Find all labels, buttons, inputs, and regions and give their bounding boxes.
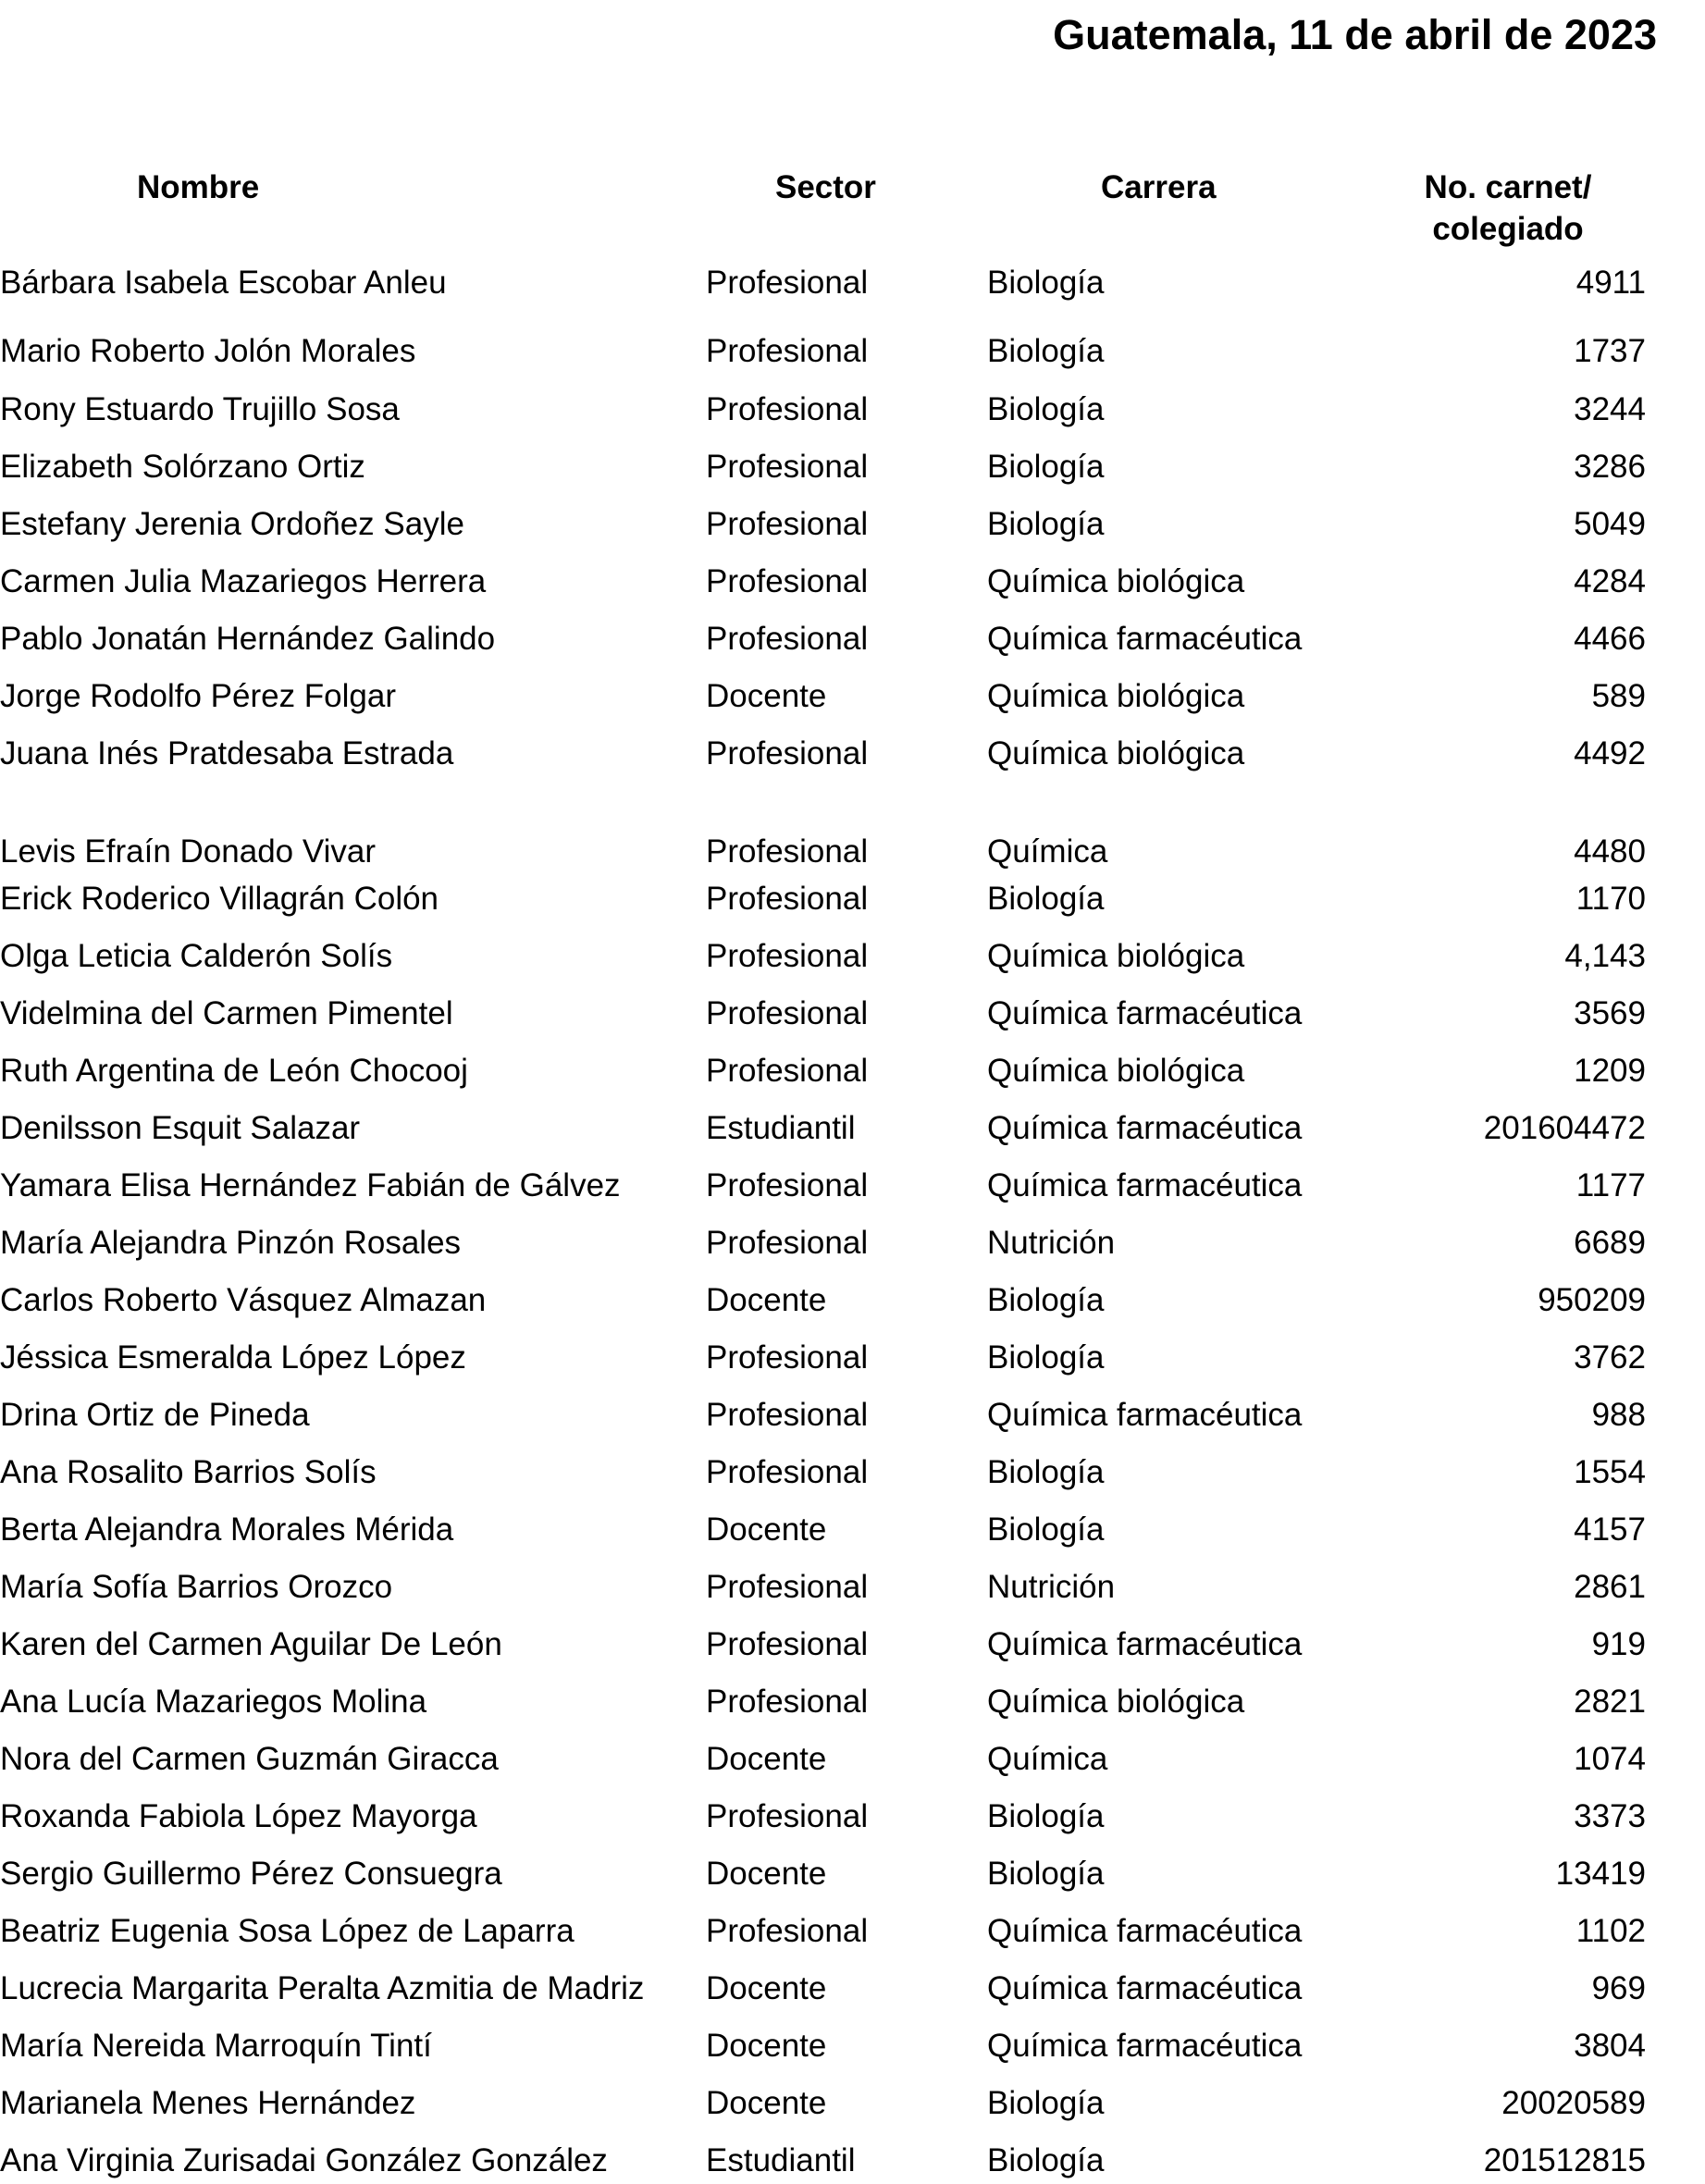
cell-carrera: Química farmacéutica (987, 1913, 1303, 1949)
cell-sector: Profesional (706, 265, 869, 301)
cell-carnet: 1209 (1574, 1053, 1646, 1089)
cell-sector: Profesional (706, 938, 869, 974)
cell-carnet: 3804 (1574, 2028, 1646, 2064)
cell-sector: Profesional (706, 881, 869, 917)
cell-sector: Profesional (706, 1053, 869, 1089)
cell-nombre: Ana Lucía Mazariegos Molina (0, 1684, 427, 1720)
table-row (0, 1392, 1705, 1438)
cell-carrera: Química farmacéutica (987, 2028, 1303, 2064)
cell-sector: Profesional (706, 1626, 869, 1662)
table-row (0, 328, 1705, 375)
cell-sector: Profesional (706, 1798, 869, 1834)
table-row (0, 1277, 1705, 1324)
cell-nombre: Lucrecia Margarita Peralta Azmitia de Madriz (0, 1970, 645, 2006)
cell-sector: Profesional (706, 1397, 869, 1433)
table-row (0, 2138, 1705, 2184)
cell-carrera: Química biológica (987, 1053, 1245, 1089)
cell-carrera: Biología (987, 391, 1105, 427)
cell-nombre: María Alejandra Pinzón Rosales (0, 1225, 462, 1261)
cell-sector: Profesional (706, 391, 869, 427)
cell-carnet: 950209 (1538, 1282, 1646, 1318)
cell-nombre: Pablo Jonatán Hernández Galindo (0, 621, 496, 657)
cell-carrera: Biología (987, 1454, 1105, 1490)
cell-carnet: 3373 (1574, 1798, 1646, 1834)
cell-carnet: 4466 (1574, 621, 1646, 657)
cell-carnet: 1102 (1575, 1913, 1646, 1949)
cell-carrera: Biología (987, 1512, 1105, 1548)
cell-carrera: Química biológica (987, 735, 1245, 771)
cell-carrera: Biología (987, 2142, 1105, 2178)
cell-sector: Profesional (706, 995, 869, 1031)
table-row (0, 387, 1705, 433)
cell-nombre: Mario Roberto Jolón Morales (0, 333, 416, 369)
cell-sector: Docente (706, 1512, 827, 1548)
cell-sector: Profesional (706, 1339, 869, 1376)
cell-carnet: 3244 (1574, 391, 1646, 427)
cell-nombre: Erick Roderico Villagrán Colón (0, 881, 439, 917)
cell-carnet: 919 (1591, 1626, 1646, 1662)
cell-carnet: 2821 (1574, 1684, 1646, 1720)
cell-nombre: Rony Estuardo Trujillo Sosa (0, 391, 400, 427)
cell-nombre: Berta Alejandra Morales Mérida (0, 1512, 454, 1548)
table-row (0, 260, 1705, 306)
cell-sector: Profesional (706, 506, 869, 542)
cell-carnet: 4480 (1574, 833, 1646, 870)
cell-carrera: Biología (987, 1798, 1105, 1834)
cell-nombre: Drina Ortiz de Pineda (0, 1397, 310, 1433)
cell-carnet: 6689 (1574, 1225, 1646, 1261)
cell-carnet: 3762 (1574, 1339, 1646, 1376)
cell-carrera: Biología (987, 333, 1105, 369)
document-date: Guatemala, 11 de abril de 2023 (1053, 11, 1657, 58)
cell-sector: Profesional (706, 1167, 869, 1203)
cell-sector: Docente (706, 1282, 827, 1318)
cell-carnet: 4157 (1574, 1512, 1646, 1548)
table-row (0, 1564, 1705, 1610)
cell-carrera: Nutrición (987, 1569, 1116, 1605)
cell-carrera: Química farmacéutica (987, 1970, 1303, 2006)
cell-nombre: Nora del Carmen Guzmán Giracca (0, 1741, 499, 1777)
cell-sector: Profesional (706, 621, 869, 657)
table-row (0, 2023, 1705, 2069)
cell-nombre: María Nereida Marroquín Tintí (0, 2028, 432, 2064)
table-row (0, 1736, 1705, 1783)
table-row (0, 1220, 1705, 1266)
cell-nombre: Jorge Rodolfo Pérez Folgar (0, 678, 396, 714)
cell-nombre: Karen del Carmen Aguilar De León (0, 1626, 502, 1662)
table-row (0, 559, 1705, 605)
cell-carrera: Biología (987, 506, 1105, 542)
cell-carrera: Biología (987, 2085, 1105, 2121)
table-row (0, 2080, 1705, 2127)
cell-carnet: 1170 (1575, 881, 1646, 917)
cell-nombre: Carlos Roberto Vásquez Almazan (0, 1282, 487, 1318)
cell-nombre: María Sofía Barrios Orozco (0, 1569, 393, 1605)
cell-nombre: Carmen Julia Mazariegos Herrera (0, 563, 487, 599)
table-row (0, 731, 1705, 777)
cell-sector: Estudiantil (706, 2142, 856, 2178)
table-row (0, 1679, 1705, 1725)
cell-carnet: 1177 (1575, 1167, 1646, 1203)
cell-nombre: Marianela Menes Hernández (0, 2085, 416, 2121)
cell-sector: Profesional (706, 1569, 869, 1605)
cell-carrera: Biología (987, 1339, 1105, 1376)
table-row (0, 876, 1705, 922)
cell-nombre: Juana Inés Pratdesaba Estrada (0, 735, 454, 771)
cell-carnet: 3569 (1574, 995, 1646, 1031)
cell-carnet: 201604472 (1483, 1110, 1646, 1146)
table-row (0, 991, 1705, 1037)
cell-sector: Profesional (706, 1225, 869, 1261)
cell-sector: Docente (706, 1741, 827, 1777)
column-header-carrera: Carrera (1101, 169, 1217, 205)
table-row (0, 829, 1705, 875)
cell-sector: Docente (706, 1970, 827, 2006)
cell-nombre: Elizabeth Solórzano Ortiz (0, 449, 365, 485)
cell-sector: Docente (706, 1856, 827, 1892)
table-row (0, 616, 1705, 662)
cell-nombre: Ruth Argentina de León Chocooj (0, 1053, 468, 1089)
cell-nombre: Jéssica Esmeralda López López (0, 1339, 466, 1376)
column-header-nombre: Nombre (137, 169, 260, 205)
cell-carrera: Química farmacéutica (987, 1110, 1303, 1146)
cell-sector: Profesional (706, 1913, 869, 1949)
cell-carrera: Química farmacéutica (987, 1167, 1303, 1203)
cell-sector: Docente (706, 678, 827, 714)
table-row (0, 1622, 1705, 1668)
cell-carnet: 4284 (1574, 563, 1646, 599)
cell-carnet: 988 (1591, 1397, 1646, 1433)
table-row (0, 1163, 1705, 1209)
cell-sector: Docente (706, 2028, 827, 2064)
cell-carnet: 13419 (1555, 1856, 1646, 1892)
cell-carnet: 20020589 (1501, 2085, 1646, 2121)
cell-carnet: 201512815 (1483, 2142, 1646, 2178)
cell-nombre: Roxanda Fabiola López Mayorga (0, 1798, 477, 1834)
table-row (0, 1335, 1705, 1381)
cell-carrera: Nutrición (987, 1225, 1116, 1261)
cell-sector: Profesional (706, 449, 869, 485)
table-row (0, 1507, 1705, 1553)
cell-sector: Profesional (706, 833, 869, 870)
table-row (0, 1794, 1705, 1840)
cell-nombre: Estefany Jerenia Ordoñez Sayle (0, 506, 464, 542)
cell-carrera: Química farmacéutica (987, 1397, 1303, 1433)
cell-sector: Profesional (706, 1454, 869, 1490)
cell-carnet: 1554 (1574, 1454, 1646, 1490)
cell-carrera: Química farmacéutica (987, 995, 1303, 1031)
cell-nombre: Yamara Elisa Hernández Fabián de Gálvez (0, 1167, 621, 1203)
cell-sector: Profesional (706, 333, 869, 369)
cell-nombre: Levis Efraín Donado Vivar (0, 833, 376, 870)
cell-carrera: Química farmacéutica (987, 1626, 1303, 1662)
cell-carnet: 4911 (1575, 265, 1646, 301)
cell-nombre: Videlmina del Carmen Pimentel (0, 995, 453, 1031)
table-row (0, 501, 1705, 548)
cell-sector: Profesional (706, 735, 869, 771)
cell-carnet: 3286 (1574, 449, 1646, 485)
cell-carnet: 1074 (1574, 1741, 1646, 1777)
cell-carrera: Biología (987, 265, 1105, 301)
cell-carrera: Biología (987, 1282, 1105, 1318)
cell-nombre: Ana Virginia Zurisadai González González (0, 2142, 608, 2178)
cell-nombre: Bárbara Isabela Escobar Anleu (0, 265, 447, 301)
table-row (0, 1908, 1705, 1955)
cell-nombre: Ana Rosalito Barrios Solís (0, 1454, 377, 1490)
cell-carnet: 4492 (1574, 735, 1646, 771)
cell-carrera: Química farmacéutica (987, 621, 1303, 657)
cell-nombre: Beatriz Eugenia Sosa López de Laparra (0, 1913, 575, 1949)
cell-carrera: Biología (987, 881, 1105, 917)
cell-carrera: Biología (987, 1856, 1105, 1892)
table-row (0, 1450, 1705, 1496)
cell-carnet: 2861 (1574, 1569, 1646, 1605)
table-row (0, 1048, 1705, 1094)
table-row (0, 1851, 1705, 1897)
cell-carnet: 1737 (1574, 333, 1646, 369)
cell-nombre: Olga Leticia Calderón Solís (0, 938, 393, 974)
cell-carnet: 969 (1591, 1970, 1646, 2006)
column-header-sector: Sector (775, 169, 876, 205)
table-row (0, 1105, 1705, 1152)
cell-sector: Estudiantil (706, 1110, 856, 1146)
table-row (0, 444, 1705, 490)
table-row (0, 1966, 1705, 2012)
cell-sector: Profesional (706, 563, 869, 599)
cell-carrera: Química biológica (987, 938, 1245, 974)
cell-carnet: 5049 (1574, 506, 1646, 542)
table-row (0, 933, 1705, 980)
cell-carrera: Biología (987, 449, 1105, 485)
cell-sector: Docente (706, 2085, 827, 2121)
cell-carrera: Química (987, 833, 1108, 870)
table-row (0, 673, 1705, 720)
cell-sector: Profesional (706, 1684, 869, 1720)
cell-carrera: Química biológica (987, 1684, 1245, 1720)
cell-nombre: Sergio Guillermo Pérez Consuegra (0, 1856, 502, 1892)
column-header-carnet-line1: No. carnet/ (1424, 169, 1592, 205)
column-header-carnet-line2: colegiado (1432, 211, 1584, 247)
cell-nombre: Denilsson Esquit Salazar (0, 1110, 361, 1146)
cell-carnet: 589 (1591, 678, 1646, 714)
cell-carnet: 4,143 (1564, 938, 1646, 974)
cell-carrera: Química biológica (987, 678, 1245, 714)
cell-carrera: Química biológica (987, 563, 1245, 599)
cell-carrera: Química (987, 1741, 1108, 1777)
